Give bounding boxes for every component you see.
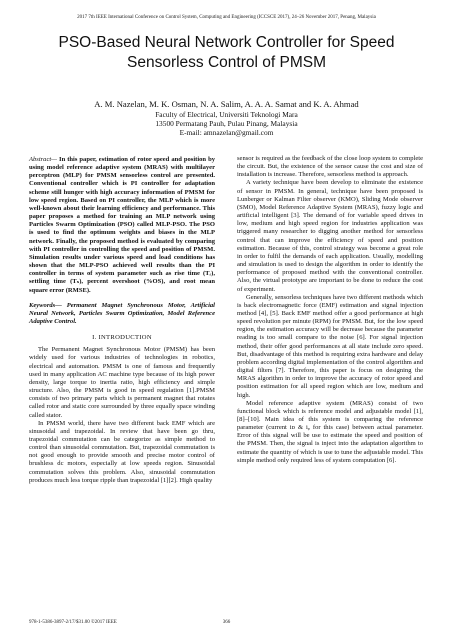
- right-column: [237, 155, 423, 465]
- affiliation-block: [0, 110, 453, 138]
- affiliation-address: 13500 Permatang Pauh, Pulau Pinang, Malaysia: [155, 119, 298, 129]
- footer-isbn: 978-1-5386-3897-2/17/$31.00 ©2017 IEEE: [29, 620, 117, 625]
- abstract: [29, 156, 215, 295]
- right-paragraph-1: A variety technique have been develop to eliminate the existence of sensor in PMSM. In general, technique have been proposed is Lunberger or Kalman Filter observer (KMO), Sliding Mode observer (SMO), Model Reference Adaptive System (MRAS), fuzzy logic and artificial intelligent [3]. The demand of for variable speed drives in low, medium and high speed region for industries application was triggered many researcher to digging another method for sensorless control that can improve the efficiency of speed and position estimation. Because of this, control strategy was become a great role in order to fulfil the demands of each application. Usually, modelling and simulation is used to design the algorithm in order to identify the performance of proposed method with the conventional controller. Also, the virtual prototype are important to be done to reduce the cost of experiment.: [237, 179, 423, 293]
- abstract-text: In this paper, estimation of rotor speed and position by using model reference adaptive system (MRAS) with multilayer perceptron (MLP) for PMSM sensorless control are presented. Conventional controller which is PI controller for adaptation scheme still hunger with high accuracy information of PMSM for low speed region. Based on PI controller, the MLP which is more well-known about their learning efficiency and performance. This paper proposes a method for training an MLP network using Particles Swarm Optimization (PSO) called MLP-PSO. The PSO is used to find the optimum weights and biases in the MLP network. Finally, the proposed method is evaluated by comparing with PI controller in controlling the speed and position of PMSM. Simulation results under various speed and load conditions has shown that the MLP-PSO achieved well results than the PI controller in terms of system parameter such as rise time (Tᵣ), settling time (Tₛ), percent overshoot (%OS), and root mean square error (RMSE).: [29, 156, 215, 294]
- abstract-label: Abstract—: [29, 156, 58, 163]
- author-list: A. M. Nazelan, M. K. Osman, N. A. Salim, A. A. A. Samat and K. A. Ahmad: [94, 99, 359, 109]
- right-paragraph-0: sensor is required as the feedback of the close loop system to complete the circuit. But, the existence of the sensor cause the cost and size of installation is increase. Therefore, sensorless method is approach.: [237, 155, 423, 179]
- right-paragraph-2: Generally, sensorless techniques have two different methods which is back electromagnetic force (EMF) estimation and signal injection method [4], [5]. Back EMF method offer a good performance at high speed revolution per minute (RPM) for PMSM. But, for the low speed region, the estimation accuracy will be decrease because the parameter reading is too small compare to the noise [6]. For signal injection method, their offer good performances at all state include zero speed. But, disadvantage of this method is requiring extra hardware and delay problem according digital implementation of the control algorithm and digital filters [7]. Therefore, this paper is focus on designing the MRAS algorithm in order to improve the accuracy of rotor speed and position estimation for all speed region which are low, medium and high.: [237, 293, 423, 399]
- conference-header: 2017 7th IEEE International Conference on Control System, Computing and Engineering (ICCSCE 2017), 24–26 November 2017, Penang, Malaysia: [77, 15, 376, 20]
- affiliation-line: Faculty of Electrical, Universiti Teknologi Mara: [155, 110, 298, 119]
- page-number: 366: [222, 620, 231, 625]
- keywords-label: Keywords—: [29, 301, 62, 309]
- intro-paragraph-1: The Permanent Magnet Synchronous Motor (PMSM) has been widely used for various industries of technologies in robotics, electrical and automation. PMSM is one of famous and frequently used in many application AC machine type because of its high power density, large torque to inertia ratio, high efficiency and simple structure. Also, the PMSM is good in speed regulation [1].PMSM consists of two primary parts which is permanent magnet that rotates called rotor and static core surrounded by three equally space winding called stator.: [29, 346, 215, 419]
- left-column: [29, 156, 215, 485]
- right-paragraph-3: Model reference adaptive system (MRAS) consist of two functional block which is reference model and adjustable model [1], [8]–[10]. Main idea of this system is comparing the reference parameter (current iᴅ & iᵩ for this case) between actual parameter. Error of this signal will be use to estimate the speed and position of the PMSM. Then, the signal is inject into the adaptation algorithm to estimate the quantity of which is use to tune the adjustable model. This simple method only required less of system computation [6].: [237, 399, 423, 464]
- keywords-text: Permanent Magnet Synchronous Motor, Artificial Neural Network, Particles Swarm Optimization, Model Reference Adaptive Control.: [29, 301, 215, 325]
- section-heading-introduction: I. INTRODUCTION: [92, 334, 152, 342]
- intro-paragraph-2: In PMSM world, there have two different back EMF which are sinusoidal and trapezoidal. In review that have been go thru, trapezoidal commutation can be categorize as simple method to control than sinusoidal commutation. But, trapezoidal commutation is not good enough to provide smooth and precise motor control of brushless dc motors, especially at low speeds region. Sinusoidal commutation solves this problem. Also, sinusoidal commutation produces much less torque ripple than trapezoidal [1][2]. High quality: [29, 419, 215, 484]
- paper-title: PSO-Based Neural Network Controller for Speed Sensorless Control of PMSM: [58, 34, 395, 71]
- keywords: [29, 302, 215, 326]
- affiliation-email: E-mail: amnazelan@gmail.com: [179, 128, 274, 138]
